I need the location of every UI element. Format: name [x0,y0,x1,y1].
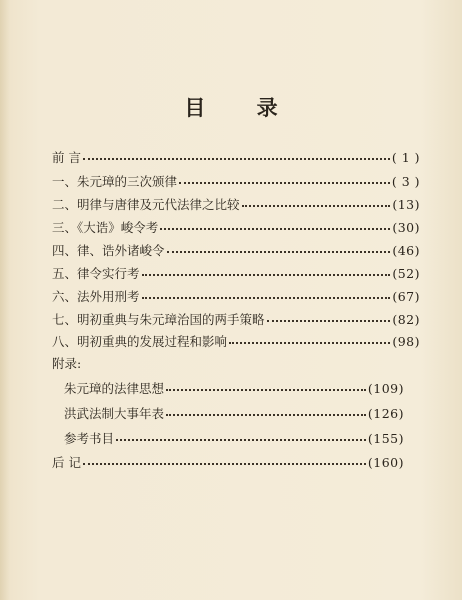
dot-leader [142,274,391,276]
toc-entry-5 [52,263,420,283]
toc-entry-label: 二、明律与唐律及元代法律之比较 [52,197,240,212]
toc-entry-label: 一、朱元璋的三次颁律 [52,174,178,189]
dot-leader [167,251,391,253]
toc-entry-1 [52,171,420,191]
toc-entry-page: (82) [392,311,420,327]
toc-entry-afterword [52,452,404,472]
dot-leader [116,439,366,441]
toc-entry-7 [52,309,420,329]
toc-entry-label: 洪武法制大事年表 [64,406,165,421]
toc-entry-page: (160) [367,454,404,470]
appendix-entry-0 [64,378,404,398]
toc-entry-6 [52,286,420,306]
toc-entry-label: 后 记 [52,455,81,470]
toc-entry-page: (109) [367,380,404,396]
toc-entry-page: (30) [392,219,420,235]
toc-entry-8 [52,331,420,351]
toc-entry-page: (126) [367,405,404,421]
appendix-heading [52,353,172,373]
dot-leader [83,158,390,160]
page-title: 目 录 [184,95,300,120]
toc-entry-label: 参考书目 [64,431,115,446]
toc-entry-label: 六、法外用刑考 [52,289,140,304]
toc-entry-preface [52,147,420,167]
dot-leader [242,205,391,207]
dot-leader [166,414,366,416]
toc-entry-label: 七、明初重典与朱元璋治国的两手策略 [52,312,265,327]
toc-entry-label: 四、律、诰外诸峻令 [52,243,165,258]
dot-leader [83,463,366,465]
dot-leader [166,389,366,391]
toc-entry-label: 朱元璋的法律思想 [64,381,165,396]
toc-entry-page: ( 3 ) [391,173,420,189]
toc-entry-page: (98) [392,333,420,349]
toc-entry-page: (155) [367,430,404,446]
toc-entry-3 [52,217,420,237]
toc-entry-2 [52,194,420,214]
appendix-heading-label: 附录: [52,356,82,371]
toc-entry-label: 三、《大诰》峻令考 [52,220,159,235]
toc-entry-page: (52) [392,265,420,281]
dot-leader [179,182,390,184]
appendix-entry-1 [64,403,404,423]
toc-entry-label: 前 言 [52,150,81,165]
toc-entry-page: ( 1 ) [391,149,420,165]
dot-leader [160,228,390,230]
toc-entry-label: 五、律令实行考 [52,266,140,281]
toc-entry-page: (13) [392,196,420,212]
dot-leader [229,342,390,344]
toc-entry-label: 八、明初重典的发展过程和影响 [52,334,228,349]
toc-entry-page: (46) [392,242,420,258]
appendix-entry-2 [64,428,404,448]
toc-entry-page: (67) [392,288,420,304]
dot-leader [267,320,391,322]
toc-entry-4 [52,240,420,260]
dot-leader [142,297,391,299]
